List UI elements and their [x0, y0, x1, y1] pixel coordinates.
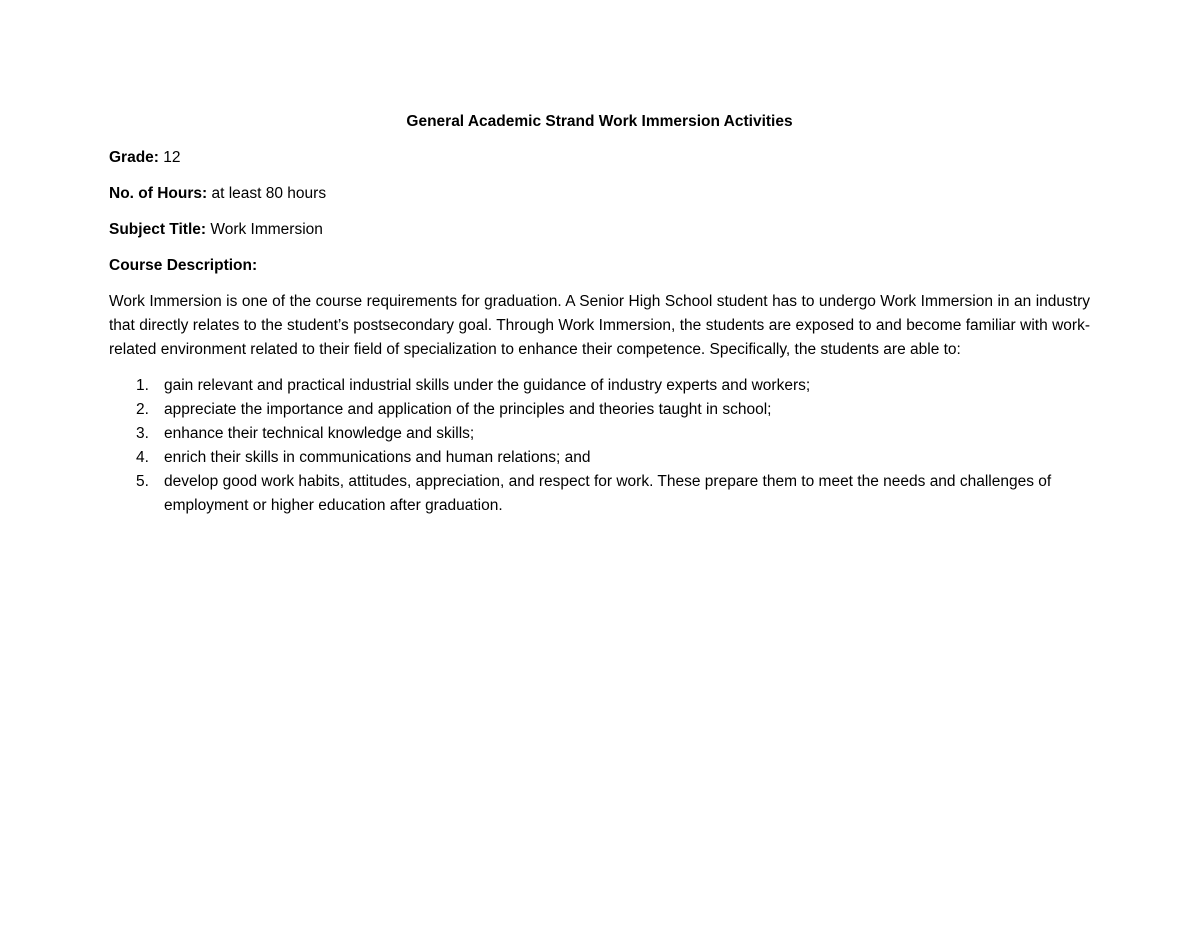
objective-text: appreciate the importance and application of the principles and theories taught in school;	[164, 401, 772, 418]
objective-text: enhance their technical knowledge and skills;	[164, 425, 475, 442]
document-content	[109, 110, 1090, 518]
document-title: General Academic Strand Work Immersion Activities	[406, 113, 793, 130]
hours-label: No. of Hours:	[109, 185, 208, 202]
hours-value: at least 80 hours	[211, 185, 327, 202]
subject-field	[109, 218, 1090, 242]
grade-label: Grade:	[109, 149, 159, 166]
grade-field	[109, 146, 1090, 170]
objectives-list	[109, 374, 1090, 518]
objective-item	[109, 422, 1090, 446]
objective-item	[109, 446, 1090, 470]
course-description-body: Work Immersion is one of the course requirements for graduation. A Senior High School student has to undergo Work Immersion in an industry that directly relates to the student’s postsecondary goal. Through Work Immersion, the students are exposed to and become familiar with work-related environment related to their field of specialization to enhance their competence. Specifically, the students are able to:	[109, 293, 1090, 358]
subject-label: Subject Title:	[109, 221, 207, 238]
course-description-heading: Course Description:	[109, 257, 258, 274]
objective-text: enrich their skills in communications and human relations; and	[164, 449, 591, 466]
subject-value: Work Immersion	[210, 221, 323, 238]
objective-number: 5.	[136, 473, 149, 490]
objective-item	[109, 470, 1090, 518]
hours-field	[109, 182, 1090, 206]
objective-number: 2.	[136, 401, 149, 418]
objective-text: gain relevant and practical industrial skills under the guidance of industry experts and workers;	[164, 377, 811, 394]
objective-item	[109, 398, 1090, 422]
objective-text: develop good work habits, attitudes, appreciation, and respect for work. These prepare them to meet the needs and challenges of employment or higher education after graduation.	[164, 473, 1052, 514]
objective-number: 3.	[136, 425, 149, 442]
grade-value: 12	[163, 149, 181, 166]
objective-number: 1.	[136, 377, 149, 394]
objective-item	[109, 374, 1090, 398]
objective-number: 4.	[136, 449, 149, 466]
